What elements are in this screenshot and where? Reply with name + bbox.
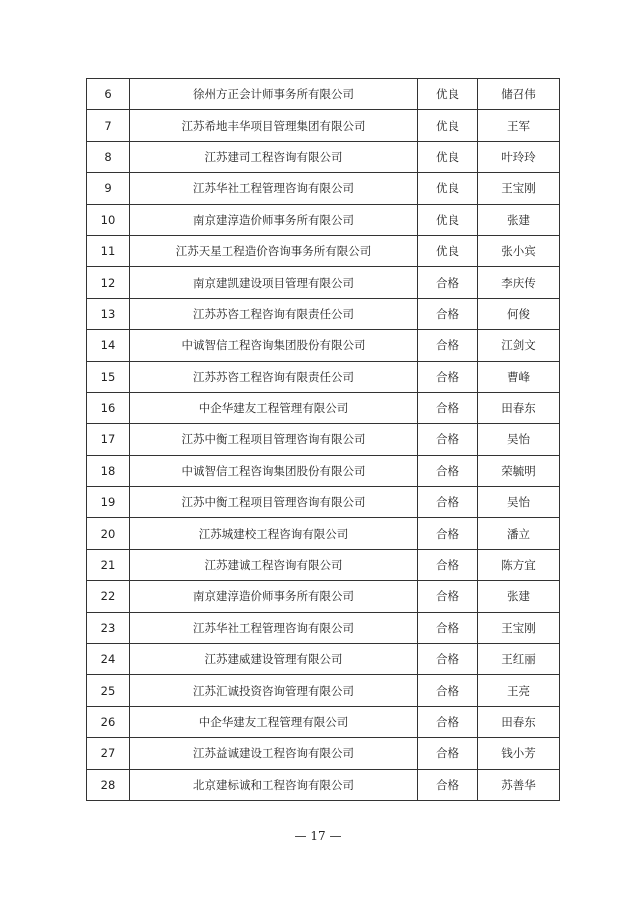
company-name-cell: 南京建淳造价师事务所有限公司	[130, 581, 418, 612]
table-row	[87, 612, 560, 643]
grade-cell: 优良	[418, 141, 478, 172]
table-row	[87, 675, 560, 706]
row-number-cell: 6	[87, 79, 130, 110]
row-number-cell: 24	[87, 644, 130, 675]
grade-cell: 合格	[418, 738, 478, 769]
table-row	[87, 644, 560, 675]
row-number-cell: 25	[87, 675, 130, 706]
person-name-cell: 曹峰	[478, 361, 560, 392]
person-name-cell: 张建	[478, 581, 560, 612]
company-name-cell: 中诚智信工程咨询集团股份有限公司	[130, 330, 418, 361]
company-name-cell: 江苏天星工程造价咨询事务所有限公司	[130, 235, 418, 266]
row-number-cell: 11	[87, 235, 130, 266]
company-name-cell: 北京建标诚和工程咨询有限公司	[130, 769, 418, 800]
person-name-cell: 李庆传	[478, 267, 560, 298]
table-row	[87, 361, 560, 392]
person-name-cell: 潘立	[478, 518, 560, 549]
grade-cell: 合格	[418, 769, 478, 800]
company-name-cell: 江苏中衡工程项目管理咨询有限公司	[130, 424, 418, 455]
table-row	[87, 738, 560, 769]
grade-cell: 合格	[418, 706, 478, 737]
page-number: — 17 —	[294, 829, 342, 843]
company-name-cell: 南京建淳造价师事务所有限公司	[130, 204, 418, 235]
row-number-cell: 23	[87, 612, 130, 643]
row-number-cell: 20	[87, 518, 130, 549]
grade-cell: 优良	[418, 110, 478, 141]
table-row	[87, 549, 560, 580]
row-number-cell: 26	[87, 706, 130, 737]
row-number-cell: 27	[87, 738, 130, 769]
row-number-cell: 17	[87, 424, 130, 455]
person-name-cell: 储召伟	[478, 79, 560, 110]
table-row	[87, 235, 560, 266]
row-number-cell: 8	[87, 141, 130, 172]
grade-cell: 合格	[418, 549, 478, 580]
grade-cell: 合格	[418, 455, 478, 486]
company-name-cell: 江苏苏咨工程咨询有限责任公司	[130, 361, 418, 392]
person-name-cell: 钱小芳	[478, 738, 560, 769]
row-number-cell: 16	[87, 392, 130, 423]
grade-cell: 合格	[418, 581, 478, 612]
grade-cell: 合格	[418, 298, 478, 329]
company-name-cell: 徐州方正会计师事务所有限公司	[130, 79, 418, 110]
table-row	[87, 110, 560, 141]
person-name-cell: 王宝刚	[478, 612, 560, 643]
company-name-cell: 江苏建威建设管理有限公司	[130, 644, 418, 675]
company-name-cell: 江苏华社工程管理咨询有限公司	[130, 173, 418, 204]
company-name-cell: 江苏中衡工程项目管理咨询有限公司	[130, 487, 418, 518]
company-name-cell: 江苏城建校工程咨询有限公司	[130, 518, 418, 549]
person-name-cell: 吴怡	[478, 487, 560, 518]
person-name-cell: 何俊	[478, 298, 560, 329]
grade-cell: 优良	[418, 204, 478, 235]
grade-cell: 优良	[418, 79, 478, 110]
table-row	[87, 424, 560, 455]
grade-cell: 合格	[418, 518, 478, 549]
row-number-cell: 10	[87, 204, 130, 235]
company-name-cell: 中企华建友工程管理有限公司	[130, 392, 418, 423]
table-row	[87, 173, 560, 204]
results-table-body	[87, 79, 560, 801]
grade-cell: 合格	[418, 612, 478, 643]
row-number-cell: 9	[87, 173, 130, 204]
table-row	[87, 141, 560, 172]
grade-cell: 合格	[418, 424, 478, 455]
grade-cell: 合格	[418, 330, 478, 361]
table-row	[87, 487, 560, 518]
grade-cell: 合格	[418, 675, 478, 706]
row-number-cell: 12	[87, 267, 130, 298]
table-row	[87, 769, 560, 800]
person-name-cell: 陈方宜	[478, 549, 560, 580]
row-number-cell: 18	[87, 455, 130, 486]
company-name-cell: 南京建凯建设项目管理有限公司	[130, 267, 418, 298]
person-name-cell: 王军	[478, 110, 560, 141]
grade-cell: 合格	[418, 267, 478, 298]
company-name-cell: 江苏华社工程管理咨询有限公司	[130, 612, 418, 643]
company-name-cell: 江苏汇诚投资咨询管理有限公司	[130, 675, 418, 706]
company-name-cell: 中企华建友工程管理有限公司	[130, 706, 418, 737]
row-number-cell: 21	[87, 549, 130, 580]
company-name-cell: 江苏希地丰华项目管理集团有限公司	[130, 110, 418, 141]
row-number-cell: 15	[87, 361, 130, 392]
table-row	[87, 330, 560, 361]
company-name-cell: 江苏益诚建设工程咨询有限公司	[130, 738, 418, 769]
row-number-cell: 7	[87, 110, 130, 141]
person-name-cell: 江剑文	[478, 330, 560, 361]
results-table	[86, 78, 560, 801]
grade-cell: 优良	[418, 235, 478, 266]
company-name-cell: 江苏苏咨工程咨询有限责任公司	[130, 298, 418, 329]
person-name-cell: 王红丽	[478, 644, 560, 675]
row-number-cell: 19	[87, 487, 130, 518]
row-number-cell: 22	[87, 581, 130, 612]
person-name-cell: 苏善华	[478, 769, 560, 800]
person-name-cell: 荣毓明	[478, 455, 560, 486]
person-name-cell: 吴怡	[478, 424, 560, 455]
row-number-cell: 28	[87, 769, 130, 800]
table-row	[87, 267, 560, 298]
person-name-cell: 田春东	[478, 392, 560, 423]
table-row	[87, 298, 560, 329]
person-name-cell: 田春东	[478, 706, 560, 737]
person-name-cell: 王宝刚	[478, 173, 560, 204]
grade-cell: 合格	[418, 361, 478, 392]
person-name-cell: 张小宾	[478, 235, 560, 266]
table-row	[87, 392, 560, 423]
company-name-cell: 江苏建司工程咨询有限公司	[130, 141, 418, 172]
grade-cell: 合格	[418, 392, 478, 423]
table-row	[87, 455, 560, 486]
table-row	[87, 204, 560, 235]
row-number-cell: 14	[87, 330, 130, 361]
grade-cell: 合格	[418, 644, 478, 675]
table-row	[87, 518, 560, 549]
company-name-cell: 中诚智信工程咨询集团股份有限公司	[130, 455, 418, 486]
row-number-cell: 13	[87, 298, 130, 329]
grade-cell: 优良	[418, 173, 478, 204]
person-name-cell: 张建	[478, 204, 560, 235]
grade-cell: 合格	[418, 487, 478, 518]
company-name-cell: 江苏建诚工程咨询有限公司	[130, 549, 418, 580]
table-row	[87, 581, 560, 612]
person-name-cell: 王亮	[478, 675, 560, 706]
table-row	[87, 79, 560, 110]
person-name-cell: 叶玲玲	[478, 141, 560, 172]
table-row	[87, 706, 560, 737]
